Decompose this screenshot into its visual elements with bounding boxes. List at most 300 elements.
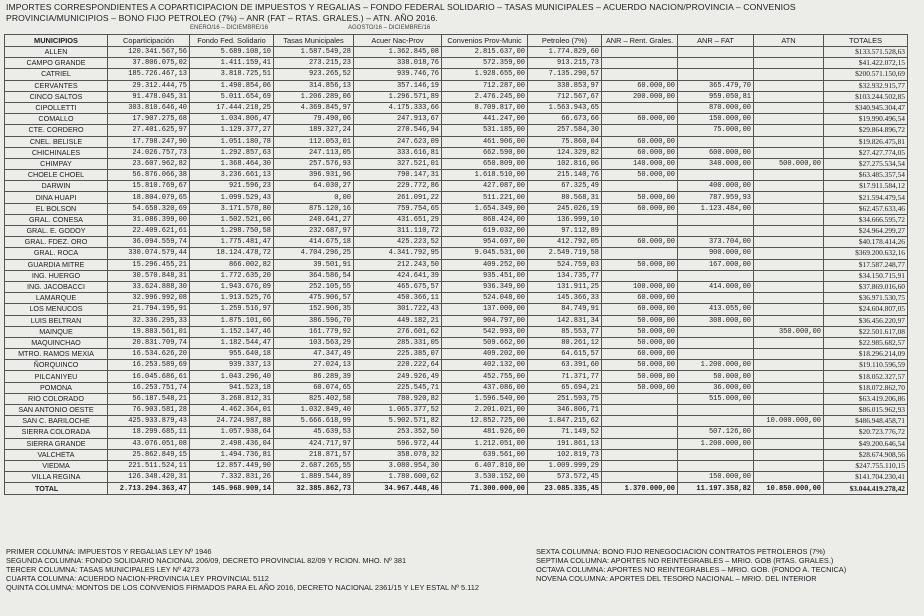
amount-cell: 225.545,71 <box>354 382 442 393</box>
municipality-cell: CIPOLLETTI <box>5 102 108 113</box>
footnote-line: NOVENA COLUMNA: APORTES DEL TESORO NACIONAL – MRIO. DEL INTERIOR <box>536 574 817 583</box>
amount-cell: 21.794.195,91 <box>108 304 190 315</box>
amount-cell: 365.479,70 <box>678 80 754 91</box>
amount-cell: $49.200.646,54 <box>824 438 908 449</box>
amount-cell: 400.000,00 <box>678 181 754 192</box>
amount-cell: 1.780.600,62 <box>354 472 442 483</box>
amount-cell: 16.045.686,61 <box>108 371 190 382</box>
amount-cell: 50.000,00 <box>602 192 678 203</box>
amount-cell: 425.223,52 <box>354 237 442 248</box>
amount-cell: 112.053,01 <box>274 136 354 147</box>
municipality-cell: CINCO SALTOS <box>5 91 108 102</box>
amount-cell: 542.993,00 <box>442 326 528 337</box>
amount-cell: 126.348.420,31 <box>108 472 190 483</box>
amount-cell: 140.000,00 <box>602 158 678 169</box>
amount-cell: 261.091,22 <box>354 192 442 203</box>
amount-cell: 251.593,75 <box>528 393 602 404</box>
amount-cell: 1.490.854,06 <box>190 80 274 91</box>
amount-cell <box>754 337 824 348</box>
amount-cell: 33.624.888,30 <box>108 281 190 292</box>
amount-cell: 441.247,00 <box>442 114 528 125</box>
amount-cell: 1.099.529,43 <box>190 192 274 203</box>
column-header: Petroleo (7%) <box>528 35 602 47</box>
table-header-row <box>5 35 908 47</box>
amount-cell: 63.391,60 <box>528 360 602 371</box>
amount-cell <box>754 136 824 147</box>
amount-cell: 357.146,19 <box>354 80 442 91</box>
amount-cell: 103.563,29 <box>274 337 354 348</box>
amount-cell: $20.723.776,72 <box>824 427 908 438</box>
amount-cell: 50.000,00 <box>602 315 678 326</box>
amount-cell: 240.641,27 <box>274 214 354 225</box>
amount-cell: 1.259.516,97 <box>190 304 274 315</box>
amount-cell: 900.000,00 <box>678 248 754 259</box>
amount-cell <box>678 170 754 181</box>
amount-cell: 314.856,13 <box>274 80 354 91</box>
amount-cell <box>602 438 678 449</box>
column-header: MUNICIPIOS <box>5 35 108 47</box>
amount-cell: 1.206.289,06 <box>274 91 354 102</box>
amount-cell: 100.000,00 <box>602 281 678 292</box>
footnote-line: OCTAVA COLUMNA: APORTES NO REINTEGRABLES – MRIO. GOB. (FONDO A. TECNICA) <box>536 565 847 574</box>
amount-cell: 54.658.320,69 <box>108 203 190 214</box>
amount-cell: 71.300.000,00 <box>442 483 528 495</box>
header-line-1: IMPORTES CORRESPONDIENTES A COPARTICIPACION DE IMPUESTOS Y REGALIAS – FONDO FEDERAL SOLIDARIO – TASAS MUNICIPALES – ACUERDO NACION/PROVINCIA – CONVENIOS <box>6 2 796 12</box>
amount-cell <box>754 170 824 181</box>
amount-cell <box>602 405 678 416</box>
amount-cell <box>678 214 754 225</box>
amount-cell: 270.546,94 <box>354 125 442 136</box>
amount-cell: 56.187.548,21 <box>108 393 190 404</box>
amount-cell: 152.906,35 <box>274 304 354 315</box>
amount-cell: 308.000,00 <box>678 315 754 326</box>
amount-cell <box>754 214 824 225</box>
amount-cell: 402.132,00 <box>442 360 528 371</box>
amount-cell: 64.615,57 <box>528 349 602 360</box>
amount-cell: 481.926,00 <box>442 427 528 438</box>
table-row <box>5 449 908 460</box>
amount-cell: 1.772.635,20 <box>190 270 274 281</box>
amount-cell: 249.926,49 <box>354 371 442 382</box>
municipality-cell: POMONA <box>5 382 108 393</box>
amount-cell: $19.990.496,54 <box>824 114 908 125</box>
amount-cell: 790.147,31 <box>354 170 442 181</box>
amount-cell: 247.913,67 <box>354 114 442 125</box>
amount-cell: $17.911.584,12 <box>824 181 908 192</box>
table-row <box>5 136 908 147</box>
municipality-cell: VALCHETA <box>5 449 108 460</box>
amount-cell: 39.501,91 <box>274 259 354 270</box>
amount-cell: 20.831.709,74 <box>108 337 190 348</box>
column-header: ANR – Rent. Grales. <box>602 35 678 47</box>
amount-cell <box>678 226 754 237</box>
amount-cell <box>602 47 678 58</box>
amount-cell: 71.371,77 <box>528 371 602 382</box>
amount-cell: 2.713.294.363,47 <box>108 483 190 495</box>
amount-cell: 47.347,49 <box>274 349 354 360</box>
amount-cell: 50.000,00 <box>602 360 678 371</box>
column-header: Fondo Fed. Solidario <box>190 35 274 47</box>
table-row <box>5 270 908 281</box>
amount-cell: 18.804.079,65 <box>108 192 190 203</box>
amount-cell <box>754 114 824 125</box>
municipality-cell: CERVANTES <box>5 80 108 91</box>
amount-cell: $28.674.908,56 <box>824 449 908 460</box>
amount-cell <box>754 102 824 113</box>
total-row <box>5 483 908 495</box>
amount-cell: 7.135.290,57 <box>528 69 602 80</box>
amount-cell: 509.662,00 <box>442 337 528 348</box>
amount-cell: 24.724.987,88 <box>190 416 274 427</box>
municipality-cell: CATRIEL <box>5 69 108 80</box>
amount-cell: $41.422.072,15 <box>824 58 908 69</box>
amount-cell: 939.746,76 <box>354 69 442 80</box>
amount-cell: 257.584,30 <box>528 125 602 136</box>
amount-cell: 134.735,77 <box>528 270 602 281</box>
amount-cell: $34.150.715,91 <box>824 270 908 281</box>
amount-cell: 75.860,04 <box>528 136 602 147</box>
amount-cell: 1.913.525,76 <box>190 293 274 304</box>
amount-cell: 1.057.938,64 <box>190 427 274 438</box>
municipality-cell: VIEDMA <box>5 460 108 471</box>
amount-cell: $486.948.458,71 <box>824 416 908 427</box>
amount-cell: $19.826.475,81 <box>824 136 908 147</box>
amount-cell: 27.024,13 <box>274 360 354 371</box>
amount-cell: 386.596,70 <box>274 315 354 326</box>
amount-cell: 191.861,13 <box>528 438 602 449</box>
municipality-cell: CHICHINALES <box>5 147 108 158</box>
footnote-line: SEGUNDA COLUMNA: FONDO SOLIDARIO NACIONAL 206/09, DECRETO PROVINCIAL 82/09 Y RCION. MHO. Nº 381 <box>6 556 407 565</box>
amount-cell: 531.185,00 <box>442 125 528 136</box>
amount-cell <box>602 449 678 460</box>
amount-cell <box>754 226 824 237</box>
amount-cell: 780.920,82 <box>354 393 442 404</box>
amount-cell: 1.889.544,89 <box>274 472 354 483</box>
amount-cell: 959.050,81 <box>678 91 754 102</box>
amount-cell: 60.074,65 <box>274 382 354 393</box>
amount-cell: 1.494.736,81 <box>190 449 274 460</box>
amount-cell: 185.726.467,13 <box>108 69 190 80</box>
amount-cell: 37.806.075,02 <box>108 58 190 69</box>
amount-cell: 5.689.108,10 <box>190 47 274 58</box>
amount-cell: 939.337,13 <box>190 360 274 371</box>
amount-cell: 56.876.066,38 <box>108 170 190 181</box>
amount-cell <box>754 259 824 270</box>
municipality-cell: SAN ANTONIO OESTE <box>5 405 108 416</box>
table-row <box>5 472 908 483</box>
amount-cell: 303.810.646,40 <box>108 102 190 113</box>
amount-cell: 18.124.478,72 <box>190 248 274 259</box>
amount-cell: 327.521,01 <box>354 158 442 169</box>
amount-cell: 1.928.655,00 <box>442 69 528 80</box>
amount-cell: 84.749,91 <box>528 304 602 315</box>
amount-cell <box>678 58 754 69</box>
table-row <box>5 315 908 326</box>
amount-cell: 5.011.654,69 <box>190 91 274 102</box>
amount-cell: 1.563.943,65 <box>528 102 602 113</box>
table-row <box>5 80 908 91</box>
amount-cell: 64.030,27 <box>274 181 354 192</box>
table-row <box>5 360 908 371</box>
amount-cell: 161.779,92 <box>274 326 354 337</box>
amount-cell: 1.847.215,62 <box>528 416 602 427</box>
amount-cell: 3.236.661,13 <box>190 170 274 181</box>
footnote-line: QUINTA COLUMNA: MONTOS DE LOS CONVENIOS FIRMADOS PARA EL AÑO 2016, DECRETO NACIONAL 2361/15 Y LEY ESTAL Nº 5.112 <box>6 583 479 592</box>
amount-cell: 60.000,00 <box>602 136 678 147</box>
amount-cell: 12.852.725,00 <box>442 416 528 427</box>
amount-cell: 29.312.444,75 <box>108 80 190 91</box>
amount-cell: 1.129.377,27 <box>190 125 274 136</box>
municipality-cell: MTRO. RAMOS MEXIA <box>5 349 108 360</box>
amount-cell: 16.253.589,69 <box>108 360 190 371</box>
amount-cell <box>602 416 678 427</box>
amount-cell <box>754 147 824 158</box>
amount-cell: 511.221,00 <box>442 192 528 203</box>
municipality-cell: SIERRA GRANDE <box>5 438 108 449</box>
amount-cell <box>678 405 754 416</box>
amount-cell: 150.000,00 <box>678 114 754 125</box>
amount-cell <box>754 349 824 360</box>
municipality-cell: CNEL. BELISLE <box>5 136 108 147</box>
amount-cell: 24.026.757,73 <box>108 147 190 158</box>
municipality-cell: CTE. CORDERO <box>5 125 108 136</box>
amount-cell: 364.586,54 <box>274 270 354 281</box>
table-row <box>5 349 908 360</box>
amount-cell: 11.197.358,82 <box>678 483 754 495</box>
amount-cell: 1.362.845,08 <box>354 47 442 58</box>
municipality-cell: LOS MENUCOS <box>5 304 108 315</box>
document-header <box>6 2 918 24</box>
amount-cell: $17.587.248,77 <box>824 259 908 270</box>
amount-cell: 252.105,55 <box>274 281 354 292</box>
amount-cell <box>754 270 824 281</box>
column-header: ATN <box>754 35 824 47</box>
amount-cell <box>678 460 754 471</box>
amount-cell <box>602 102 678 113</box>
amount-cell <box>754 472 824 483</box>
amount-cell: $247.755.110,15 <box>824 460 908 471</box>
amount-cell: 1.875.101,06 <box>190 315 274 326</box>
amount-cell: 32.336.295,33 <box>108 315 190 326</box>
amount-cell <box>754 203 824 214</box>
amount-cell: 60.000,00 <box>602 114 678 125</box>
municipality-cell: DINA HUAPI <box>5 192 108 203</box>
amount-cell: 2.476.245,00 <box>442 91 528 102</box>
amount-cell: 1.502.521,06 <box>190 214 274 225</box>
amount-cell: 30.570.848,31 <box>108 270 190 281</box>
amount-cell: 2.687.265,55 <box>274 460 354 471</box>
amount-cell: $62.457.633,46 <box>824 203 908 214</box>
footnote-line: PRIMER COLUMNA: IMPUESTOS Y REGALIAS LEY Nº 1946 <box>6 547 212 556</box>
amount-cell: $18.072.862,70 <box>824 382 908 393</box>
amount-cell: 424.717,97 <box>274 438 354 449</box>
amount-cell: 650.809,00 <box>442 158 528 169</box>
amount-cell: 17.444.218,25 <box>190 102 274 113</box>
table-row <box>5 47 908 58</box>
amount-cell: 86.289,39 <box>274 371 354 382</box>
amount-cell: 4.704.296,25 <box>274 248 354 259</box>
amount-cell: 18.299.685,11 <box>108 427 190 438</box>
amount-cell: 712.567,67 <box>528 91 602 102</box>
amount-cell: 330.074.579,44 <box>108 248 190 259</box>
footnote-line: CUARTA COLUMNA: ACUERDO NACION-PROVINCIA LEY PROVINCIAL 5112 <box>6 574 269 583</box>
column-header: Convenios Prov-Munic <box>442 35 528 47</box>
amount-cell: 904.797,00 <box>442 315 528 326</box>
amount-cell <box>678 326 754 337</box>
amount-cell: 450.366,11 <box>354 293 442 304</box>
municipality-cell: ÑORQUINCO <box>5 360 108 371</box>
amount-cell <box>678 416 754 427</box>
amount-cell <box>754 237 824 248</box>
amount-cell: 4.369.845,97 <box>274 102 354 113</box>
amount-cell: 247.623,09 <box>354 136 442 147</box>
amount-cell: 67.325,49 <box>528 181 602 192</box>
amount-cell: 515.000,00 <box>678 393 754 404</box>
municipality-cell: ING. HUERGO <box>5 270 108 281</box>
table-row <box>5 102 908 113</box>
amount-cell <box>754 315 824 326</box>
amount-cell: 1.370.000,00 <box>602 483 678 495</box>
amount-cell: 1.296.571,89 <box>354 91 442 102</box>
amount-cell: 80.568,31 <box>528 192 602 203</box>
amount-cell: 1.618.510,00 <box>442 170 528 181</box>
amount-cell: $36.456.220,97 <box>824 315 908 326</box>
amount-cell <box>754 460 824 471</box>
amount-cell: 7.332.831,26 <box>190 472 274 483</box>
amount-cell: 50.000,00 <box>678 371 754 382</box>
table-row <box>5 158 908 169</box>
amount-cell: 465.675,57 <box>354 281 442 292</box>
municipality-cell: LUIS BELTRAN <box>5 315 108 326</box>
amount-cell <box>602 214 678 225</box>
amount-cell: 1.200.000,00 <box>678 360 754 371</box>
amount-cell: 409.202,00 <box>442 349 528 360</box>
amount-cell: 2.549.719,58 <box>528 248 602 259</box>
column-header: ANR – FAT <box>678 35 754 47</box>
amount-cell: 8.709.817,00 <box>442 102 528 113</box>
amount-cell: 596.972,44 <box>354 438 442 449</box>
amount-cell <box>754 427 824 438</box>
amount-cell: 414.675,18 <box>274 237 354 248</box>
municipality-cell: DARWIN <box>5 181 108 192</box>
table-row <box>5 416 908 427</box>
amount-cell <box>754 47 824 58</box>
amount-cell: $27.275.534,54 <box>824 158 908 169</box>
amount-cell <box>754 281 824 292</box>
table-row <box>5 147 908 158</box>
amount-cell: $27.427.774,05 <box>824 147 908 158</box>
table-row <box>5 304 908 315</box>
table-row <box>5 393 908 404</box>
amount-cell: 71.149,52 <box>528 427 602 438</box>
table-row <box>5 382 908 393</box>
amount-cell: 10.000.000,00 <box>754 416 824 427</box>
amount-cell: 145.366,33 <box>528 293 602 304</box>
amount-cell: 1.065.377,52 <box>354 405 442 416</box>
amount-cell: 212.243,50 <box>354 259 442 270</box>
amount-cell: 36.094.559,74 <box>108 237 190 248</box>
amount-cell: 32.385.862,73 <box>274 483 354 495</box>
table-row <box>5 69 908 80</box>
amount-cell: 31.086.399,00 <box>108 214 190 225</box>
amount-cell: $24.604.807,05 <box>824 304 908 315</box>
municipality-cell: GUARDIA MITRE <box>5 259 108 270</box>
amount-cell: 3.171.578,80 <box>190 203 274 214</box>
amount-cell <box>602 226 678 237</box>
amount-cell: 34.967.448,46 <box>354 483 442 495</box>
amount-cell: 218.871,57 <box>274 449 354 460</box>
amount-cell <box>602 460 678 471</box>
amount-cell: 16.253.751,74 <box>108 382 190 393</box>
amount-cell <box>754 293 824 304</box>
municipality-cell: LAMARQUE <box>5 293 108 304</box>
amount-cell: 23.607.962,82 <box>108 158 190 169</box>
amount-cell: 150.000,00 <box>678 472 754 483</box>
amount-cell: 189.327,24 <box>274 125 354 136</box>
amount-cell: $37.869.016,60 <box>824 281 908 292</box>
amount-cell: 6.407.810,00 <box>442 460 528 471</box>
amount-cell: 0,00 <box>274 192 354 203</box>
amount-cell: 50.000,00 <box>602 326 678 337</box>
amount-cell: 2.815.637,00 <box>442 47 528 58</box>
amount-cell <box>602 270 678 281</box>
amount-cell: 2.201.021,00 <box>442 405 528 416</box>
amount-cell: $133.571.528,63 <box>824 47 908 58</box>
amount-cell: 1.051.180,78 <box>190 136 274 147</box>
amount-cell <box>754 125 824 136</box>
amount-cell: 50.000,00 <box>602 371 678 382</box>
amount-cell <box>678 69 754 80</box>
table-row <box>5 192 908 203</box>
amount-cell: 142.831,34 <box>528 315 602 326</box>
amount-cell: 413.055,00 <box>678 304 754 315</box>
amount-cell: 941.523,18 <box>190 382 274 393</box>
amount-cell: $3.044.419.278,42 <box>824 483 908 495</box>
table-row <box>5 326 908 337</box>
amount-cell: 1.596.540,00 <box>442 393 528 404</box>
municipality-cell: ING. JACOBACCI <box>5 281 108 292</box>
amount-cell: 22.409.621,61 <box>108 226 190 237</box>
amount-cell: 396.931,96 <box>274 170 354 181</box>
amount-cell: 825.402,58 <box>274 393 354 404</box>
amount-cell <box>754 69 824 80</box>
amount-cell: 449.182,21 <box>354 315 442 326</box>
table-row <box>5 293 908 304</box>
amount-cell: 247.113,05 <box>274 147 354 158</box>
amount-cell: 1.212.051,00 <box>442 438 528 449</box>
amount-cell: 346.806,71 <box>528 405 602 416</box>
municipality-cell: ALLEN <box>5 47 108 58</box>
amount-cell: $21.594.479,54 <box>824 192 908 203</box>
table-row <box>5 91 908 102</box>
amount-cell: 954.697,00 <box>442 237 528 248</box>
amount-cell: 220.222,64 <box>354 360 442 371</box>
amount-cell: 409.252,00 <box>442 259 528 270</box>
amount-cell: 19.883.561,01 <box>108 326 190 337</box>
table-row <box>5 248 908 259</box>
municipality-cell: TOTAL <box>5 483 108 495</box>
amount-cell: 131.911,25 <box>528 281 602 292</box>
amount-cell: 475.906,57 <box>274 293 354 304</box>
table-row <box>5 58 908 69</box>
amount-cell: 12.857.449,90 <box>190 460 274 471</box>
amount-cell: 3.080.954,30 <box>354 460 442 471</box>
amount-cell: 1.298.750,58 <box>190 226 274 237</box>
amount-cell: 225.385,07 <box>354 349 442 360</box>
amount-cell: 60.000,00 <box>602 80 678 91</box>
amount-cell: 50.000,00 <box>602 382 678 393</box>
amount-cell <box>754 58 824 69</box>
